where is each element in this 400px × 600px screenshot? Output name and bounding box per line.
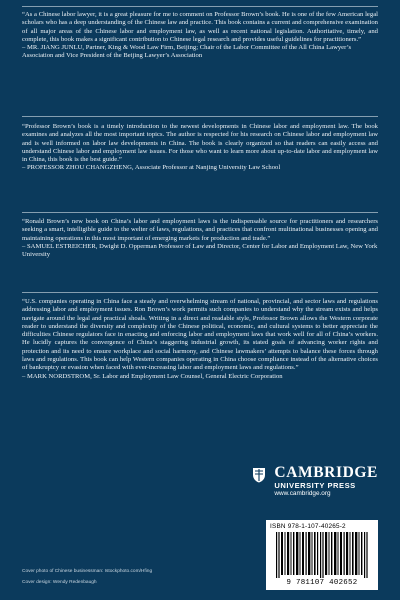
quote-text: “As a Chinese labor lawyer, it is a great pleasure for me to comment on Professor Brown’s book. He is one of the few American legal scholars who has a deep understanding of the Chinese law and practice. This book contains a current and comprehensive examination of all major areas of the Chinese labor and employment law, as well as recent national legislation. Authoritative, timely, and complete, this book makes a significant contribution to Chinese legal research and provides useful guidelines for practitioners.” (22, 11, 378, 43)
quote-attribution: – MR. JIANG JUNLU, Partner, King & Wood Law Firm, Beijing; Chair of the Labor Committee of the All China Lawyer’s Association and Vice President of the Beijing Lawyer’s Association (22, 44, 352, 60)
divider (22, 116, 378, 117)
quote-text: “Professor Brown’s book is a timely introduction to the newest developments in Chinese labor and employment law. The book examines and analyzes all the most important topics. The author is respected for his research on Chinese labor and employment law and is well informed on labor law developments in China. The book is clearly organized so that readers can easily access and understand Chinese labor and employment law issues. For those who want to learn more about up-to-date labor and employment law in China, this book is the best guide.” (22, 123, 378, 164)
barcode-digits: 9 781107 402652 (286, 579, 358, 587)
photo-credit: Cover photo of Chinese businessman: Istockphoto.com/Hfing (22, 569, 153, 574)
quote-jiang-junlu (22, 11, 378, 61)
publisher-subtitle: UNIVERSITY PRESS (274, 481, 356, 490)
isbn-label: ISBN 978-1-107-40265-2 (270, 523, 346, 530)
quote-mark-nordstrom (22, 298, 378, 381)
isbn-barcode-box (266, 520, 378, 590)
publisher-logo (238, 465, 378, 498)
quote-zhou-changzheng (22, 123, 378, 173)
publisher-name: CAMBRIDGE (274, 464, 378, 481)
quote-text: “Ronald Brown’s new book on China’s labor and employment laws is the indispensable source for practitioners and researchers seeking a smart, intelligible guide to the welter of laws, regulations, and practices that confront multinational businesses opening and maintaining operations in this most important of emerging markets for production and trade.” (22, 218, 378, 242)
quote-attribution: – SAMUEL ESTREICHER, Dwight D. Opperman Professor of Law and Director, Center for Labor and Employment Law, New York University (22, 242, 378, 259)
quote-text: “U.S. companies operating in China face a steady and overwhelming stream of national, provincial, and sector laws and regulations addressing labor and employment issues. Ron Brown’s work permits such companies to understand why the stream exists and helps navigate around the legal and practical shoals. Writing in a direct and readable style, Professor Brown allows the Western corporate reader to understand the diversity and complexity of the Chinese political, economic, and cultural systems to better appreciate the difficulties Chinese regulators face in enacting and enforcing labor and employment laws that work well for all of China’s workers. He lucidly captures the convergence of China’s staggering industrial growth, its stated goals of advancing worker rights and protection and its need to ensure workplace and social harmony, and Chinese lawmakers’ attempts to balance these forces through laws and regulations. This book can help Western companies operating in China choose compliance instead of the alternative choices of bankruptcy or evasion when faced with ever-increasing labor and employment laws and regulations.” (22, 298, 378, 372)
quote-attribution: – PROFESSOR ZHOU CHANGZHENG, Associate Professor at Nanjing University Law School (22, 164, 281, 172)
barcode-icon (270, 532, 374, 578)
top-divider (22, 6, 378, 7)
quote-samuel-estreicher (22, 218, 378, 259)
divider (22, 292, 378, 293)
design-credit: Cover design: Wendy Redenbaugh (22, 580, 97, 585)
shield-icon (252, 467, 266, 483)
divider (22, 212, 378, 213)
publisher-url: www.cambridge.org (274, 490, 331, 497)
quote-attribution: – MARK NORDSTROM, Sr. Labor and Employment Law Counsel, General Electric Corporation (22, 372, 283, 380)
